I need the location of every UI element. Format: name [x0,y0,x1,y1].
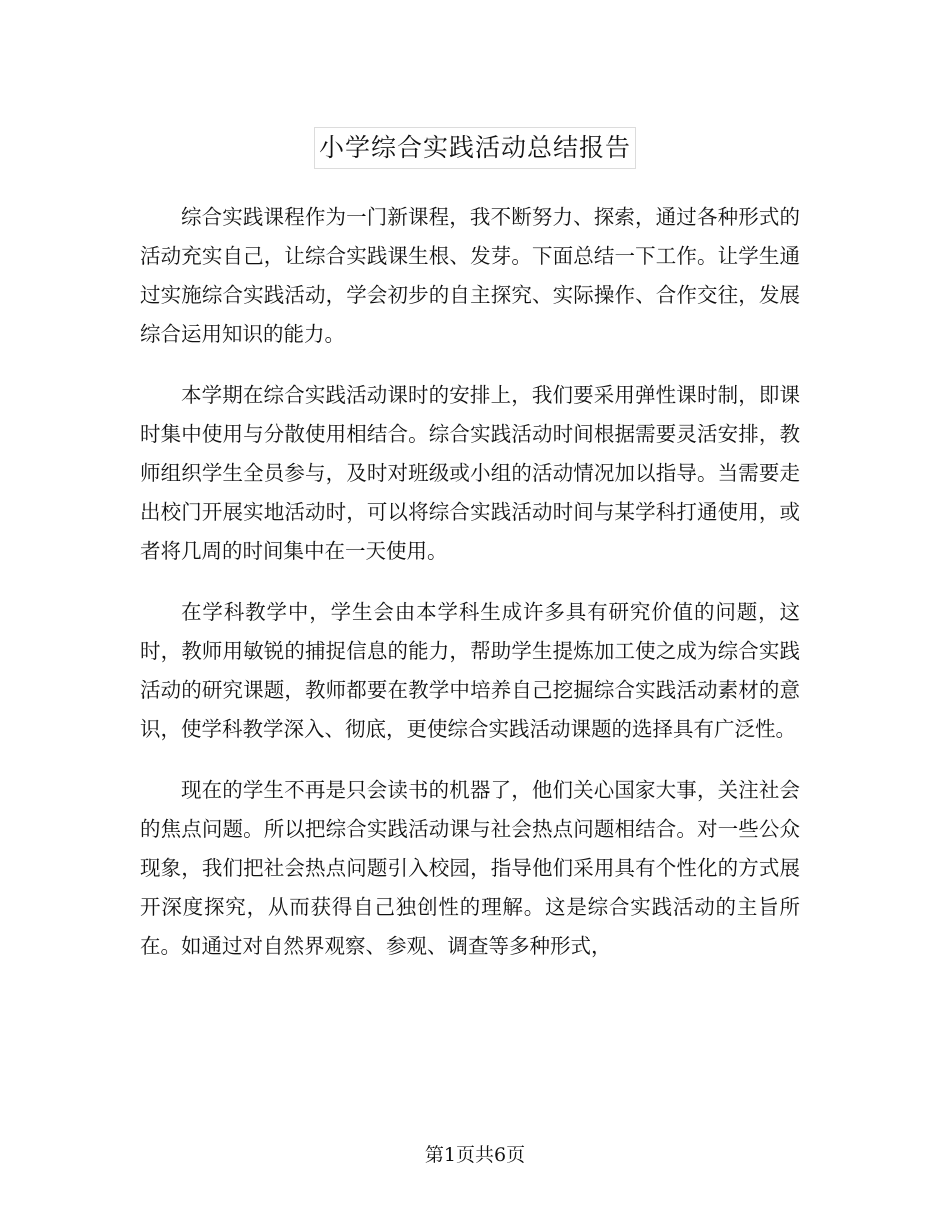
page-footer: 第1页共6页 [424,1144,526,1166]
paragraph-4: 现在的学生不再是只会读书的机器了，他们关心国家大事，关注社会的焦点问题。所以把综合实践活动课与社会热点问题相结合。对一些公众现象，我们把社会热点问题引入校园，指导他们采用具有个性化的方式展开深度探究，从而获得自己独创性的理解。这是综合实践活动的主旨所在。如通过对自然界观察、参观、调查等多种形式， [140,778,800,958]
paragraph-3: 在学科教学中，学生会由本学科生成许多具有研究价值的问题，这时，教师用敏锐的捕捉信息的能力，帮助学生提炼加工使之成为综合实践活动的研究课题，教师都要在教学中培养自己挖掘综合实践活动素材的意识，使学科教学深入、彻底，更使综合实践活动课题的选择具有广泛性。 [140,600,800,741]
title-container [0,127,950,169]
document-body [140,198,800,988]
paragraph-1: 综合实践课程作为一门新课程，我不断努力、探索，通过各种形式的活动充实自己，让综合实践课生根、发芽。下面总结一下工作。让学生通过实施综合实践活动，学会初步的自主探究、实际操作、合作交往，发展综合运用知识的能力。 [140,205,800,346]
document-title: 小学综合实践活动总结报告 [314,127,636,169]
paragraph-2: 本学期在综合实践活动课时的安排上，我们要采用弹性课时制，即课时集中使用与分散使用相结合。综合实践活动时间根据需要灵活安排，教师组织学生全员参与，及时对班级或小组的活动情况加以指导。当需要走出校门开展实地活动时，可以将综合实践活动时间与某学科打通使用，或者将几周的时间集中在一天使用。 [140,383,800,563]
